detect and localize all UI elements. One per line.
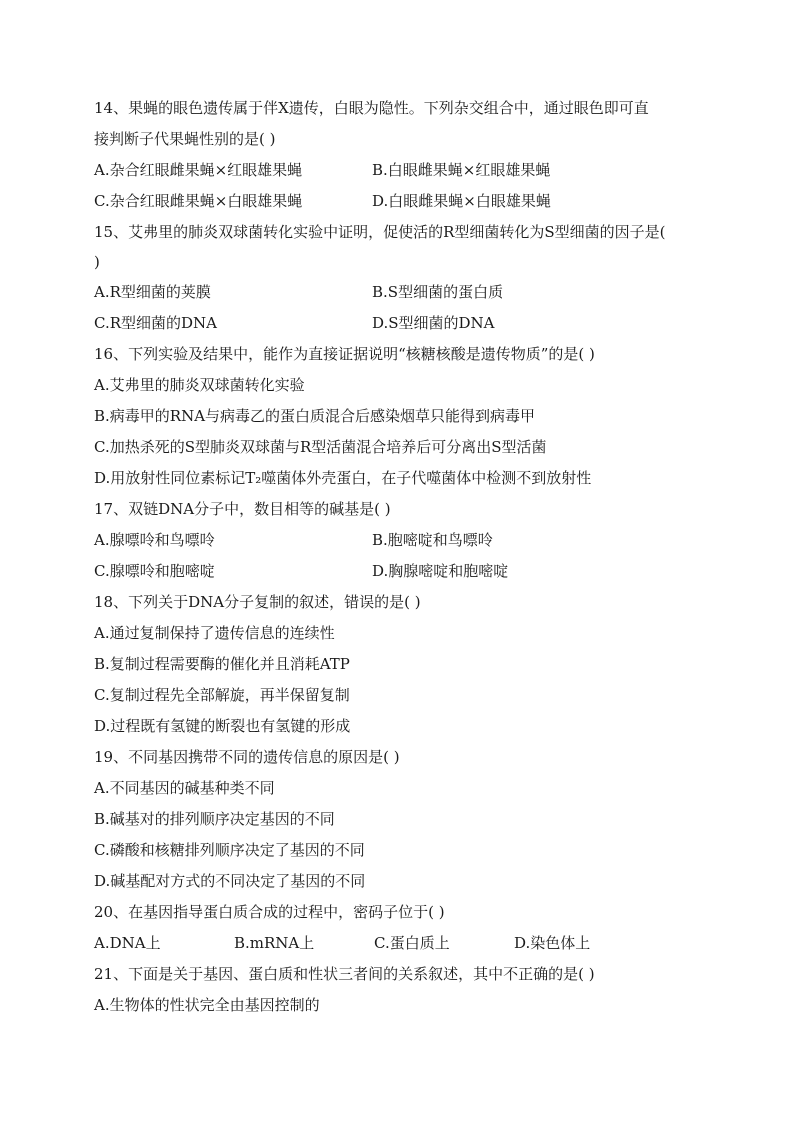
option-b: B.白眼雌果蝇×红眼雄果蝇 [372, 161, 551, 179]
option-d: D.染色体上 [514, 934, 591, 952]
option-row [94, 186, 698, 217]
option-a: A.DNA上 [94, 934, 161, 952]
question-19 [94, 742, 698, 897]
option-d: D.S型细菌的DNA [372, 314, 495, 332]
option-a: A.腺嘌呤和鸟嘌呤 [94, 531, 215, 549]
option-b: B.S型细菌的蛋白质 [372, 283, 504, 301]
option-row [94, 525, 698, 556]
question-stem: 21、下面是关于基因、蛋白质和性状三者间的关系叙述，其中不正确的是( ) [94, 965, 595, 983]
option-row [94, 556, 698, 587]
option-c: C.杂合红眼雌果蝇×白眼雄果蝇 [94, 192, 303, 210]
question-18 [94, 587, 698, 742]
question-14 [94, 93, 698, 217]
question-15 [94, 217, 698, 339]
option-d: D.碱基配对方式的不同决定了基因的不同 [94, 872, 366, 890]
option-c: C.R型细菌的DNA [94, 314, 217, 332]
option-a: A.艾弗里的肺炎双球菌转化实验 [94, 376, 305, 394]
option-b: B.病毒甲的RNA与病毒乙的蛋白质混合后感染烟草只能得到病毒甲 [94, 407, 536, 425]
question-stem-continued: 接判断子代果蝇性别的是( ) [94, 130, 276, 148]
option-b: B.mRNA上 [234, 934, 315, 952]
question-16 [94, 339, 698, 494]
question-stem: 14、果蝇的眼色遗传属于伴X遗传，白眼为隐性。下列杂交组合中，通过眼色即可直 [94, 99, 649, 117]
option-row [94, 155, 698, 186]
question-stem: 15、艾弗里的肺炎双球菌转化实验中证明，促使活的R型细菌转化为S型细菌的因子是( [94, 223, 666, 241]
option-a: A.生物体的性状完全由基因控制的 [94, 996, 320, 1014]
question-stem: 18、下列关于DNA分子复制的叙述，错误的是( ) [94, 593, 421, 611]
option-d: D.胸腺嘧啶和胞嘧啶 [372, 562, 509, 580]
option-a: A.不同基因的碱基种类不同 [94, 779, 275, 797]
question-17 [94, 494, 698, 587]
option-c: C.磷酸和核糖排列顺序决定了基因的不同 [94, 841, 365, 859]
option-row [94, 308, 698, 339]
question-stem: 20、在基因指导蛋白质合成的过程中，密码子位于( ) [94, 903, 445, 921]
question-stem: 17、双链DNA分子中，数目相等的碱基是( ) [94, 500, 391, 518]
option-c: C.加热杀死的S型肺炎双球菌与R型活菌混合培养后可分离出S型活菌 [94, 438, 547, 456]
option-c: C.复制过程先全部解旋，再半保留复制 [94, 686, 350, 704]
option-row [94, 928, 698, 959]
option-a: A.杂合红眼雌果蝇×红眼雄果蝇 [94, 161, 303, 179]
option-c: C.蛋白质上 [374, 934, 450, 952]
option-d: D.白眼雌果蝇×白眼雄果蝇 [372, 192, 551, 210]
option-d: D.过程既有氢键的断裂也有氢键的形成 [94, 717, 351, 735]
option-row [94, 277, 698, 308]
option-d: D.用放射性同位素标记T₂噬菌体外壳蛋白，在子代噬菌体中检测不到放射性 [94, 469, 592, 487]
option-a: A.通过复制保持了遗传信息的连续性 [94, 624, 335, 642]
question-stem: 16、下列实验及结果中，能作为直接证据说明“核糖核酸是遗传物质”的是( ) [94, 345, 595, 363]
option-b: B.胞嘧啶和鸟嘌呤 [372, 531, 493, 549]
question-stem-continued: ) [94, 253, 100, 271]
question-21 [94, 959, 698, 1021]
option-c: C.腺嘌呤和胞嘧啶 [94, 562, 215, 580]
option-a: A.R型细菌的荚膜 [94, 283, 211, 301]
question-stem: 19、不同基因携带不同的遗传信息的原因是( ) [94, 748, 400, 766]
option-b: B.碱基对的排列顺序决定基因的不同 [94, 810, 335, 828]
option-b: B.复制过程需要酶的催化并且消耗ATP [94, 655, 350, 673]
question-20 [94, 897, 698, 959]
